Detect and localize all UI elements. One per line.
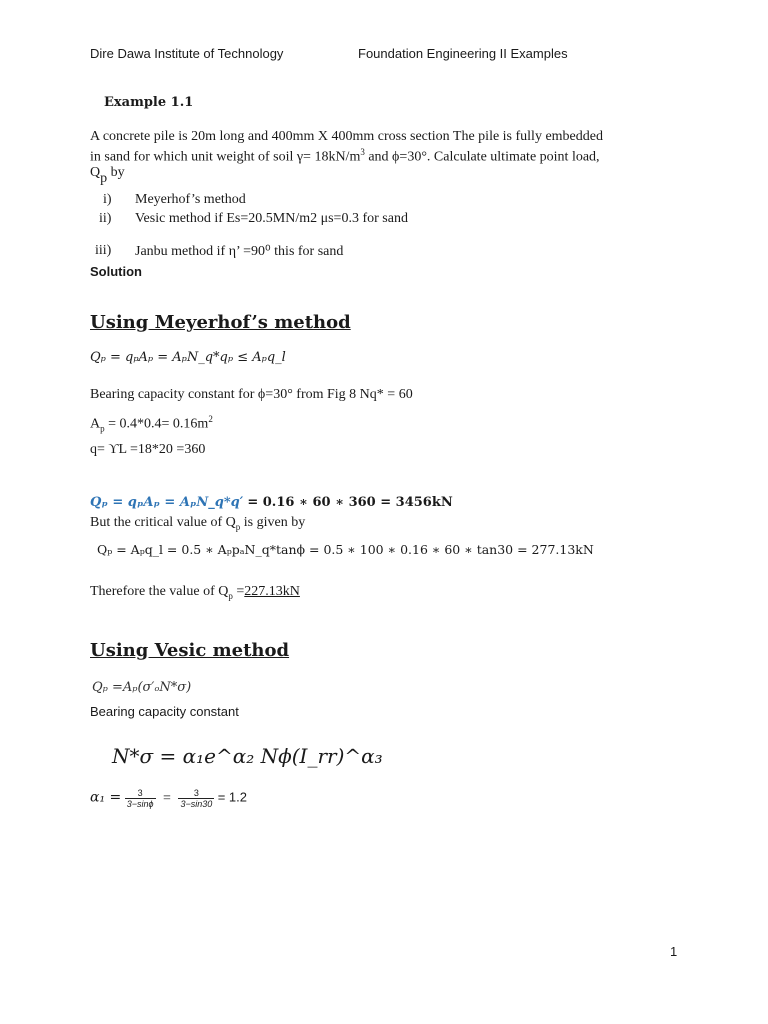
list-item: ii) (99, 211, 112, 226)
alpha-calculation: α₁ = $\frac{3}{3-\sin\phi}$ = $\frac{3}{3-\sin 30}$ = 1.2 (90, 788, 247, 809)
critical-value-line: But the critical value of $Q_p$ is given by (90, 515, 306, 532)
vesic-heading: Using Vesic method (90, 640, 290, 661)
meyerhof-result-formula: Qₚ = qₚAₚ = AₚN_q*q′ = 0.16 ∗ 60 ∗ 360 = 3456kN (90, 495, 453, 510)
critical-formula: Qₚ = Aₚq_l = 0.5 ∗ AₚpₐN_q*tanϕ = 0.5 ∗ 100 ∗ 0.16 ∗ 60 ∗ tan30 = 277.13kN (97, 542, 594, 557)
list-item: i) (103, 192, 112, 207)
bearing-constant-line: Bearing capacity constant for ϕ=30° from Fig 8 Nq* = 60 (90, 387, 413, 402)
bearing-constant-label: Bearing capacity constant (90, 704, 239, 719)
solution-label: Solution (90, 264, 142, 279)
therefore-line: Therefore the value of $Q_p =227.13kN$ (90, 584, 300, 601)
problem-line-3: $Q_p$ by (90, 165, 125, 186)
meyerhof-formula: Qₚ = qₚAₚ = AₚN_q*qₚ ≤ Aₚq_l (90, 350, 286, 365)
meyerhof-heading: Using Meyerhof’s method (90, 312, 351, 333)
problem-line-1: A concrete pile is 20m long and 400mm X 400mm cross section The pile is fully embedded (90, 129, 603, 144)
fraction-2: $\frac{3}{3-\sin 30}$ (180, 788, 213, 809)
vesic-big-formula: N*σ = α₁e^α₂ Nϕ(I_rr)^α₃ (112, 744, 383, 768)
problem-line-2: in sand for which unit weight of soil $\gamma= 18kN/m^3$ and ϕ=30°. Calculate ultimate point load, (90, 147, 600, 165)
area-line: $A_p = 0.4*0.4= 0.16m^2$ (90, 414, 213, 434)
list-item: iii) (95, 243, 112, 258)
list-item-text: Vesic method if Es=20.5MN/m2 μs=0.3 for sand (135, 211, 408, 226)
overburden-line: q= ϒL =18*20 =360 (90, 442, 206, 457)
vesic-formula: Qₚ =Aₚ(σ′ₒN*σ) (92, 680, 192, 695)
list-item-text: Janbu method if η’ =90⁰ this for sand (135, 244, 344, 259)
list-item-text: Meyerhof’s method (135, 192, 246, 207)
fraction-1: $\frac{3}{3-\sin\phi}$ (126, 788, 154, 809)
header-left: Dire Dawa Institute of Technology (90, 46, 284, 61)
example-title: Example 1.1 (104, 95, 194, 110)
header-right: Foundation Engineering II Examples (358, 46, 568, 61)
page-number: 1 (670, 944, 678, 959)
therefore-value: 227.13kN (244, 584, 300, 599)
